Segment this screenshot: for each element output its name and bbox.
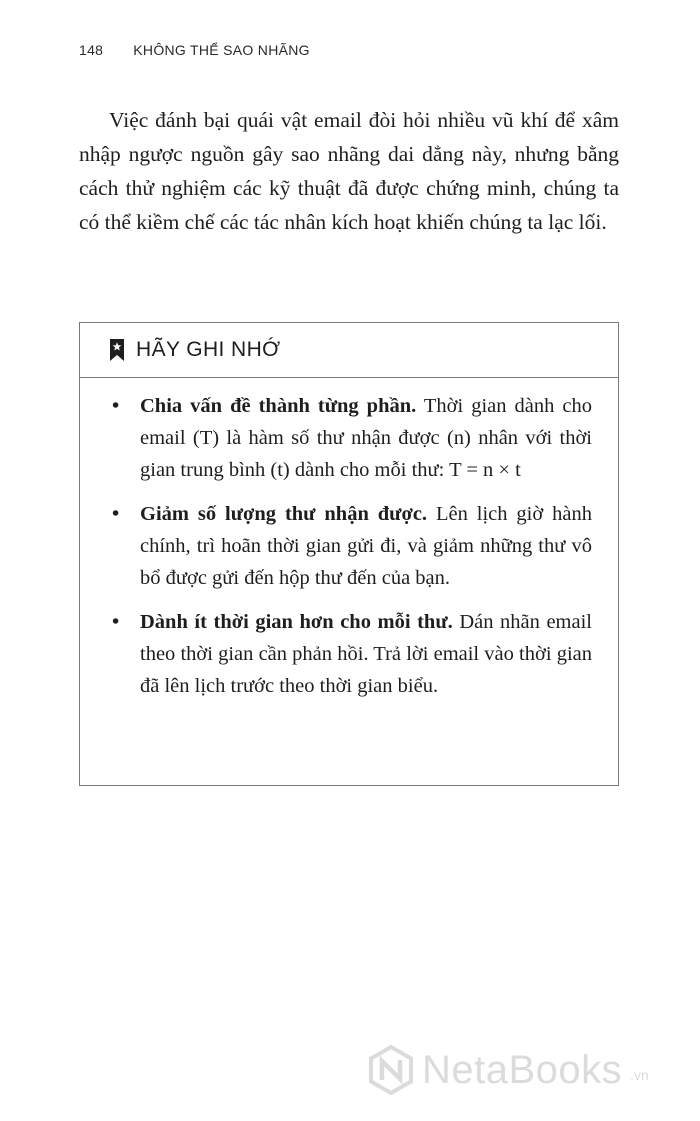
bullet-marker: • (112, 503, 120, 525)
remember-list (80, 378, 618, 702)
list-item (110, 606, 592, 702)
remember-box-header (80, 323, 618, 378)
bullet-text: Dán nhãn email theo thời gian cần phản hồi. Trả lời email vào thời gian đã lên lịch trước theo thời gian biểu. (140, 611, 592, 697)
watermark-brand: NetaBooks (422, 1047, 623, 1092)
page-number: 148 (79, 42, 104, 58)
bullet-lead: Giảm số lượng thư nhận được. (140, 503, 428, 525)
bullet-text: Lên lịch giờ hành chính, trì hoãn thời gian gửi đi, và giảm những thư vô bổ được gửi đến hộp thư đến của bạn. (140, 503, 592, 589)
bullet-marker: • (112, 611, 120, 633)
watermark-suffix: .vn (630, 1067, 649, 1083)
intro-paragraph: Việc đánh bại quái vật email đòi hỏi nhiều vũ khí để xâm nhập ngược nguồn gây sao nhãng dai dẳng này, nhưng bằng cách thử nghiệm các kỹ thuật đã được chứng minh, chúng ta có thể kiềm chế các tác nhân kích hoạt khiến chúng ta lạc lối. (79, 108, 619, 234)
list-item (110, 390, 592, 486)
running-header (79, 42, 310, 58)
list-item (110, 498, 592, 594)
book-title: KHÔNG THỂ SAO NHÃNG (133, 42, 310, 58)
bullet-marker: • (112, 395, 120, 417)
watermark-logo (368, 1045, 649, 1095)
bullet-lead: Chia vấn đề thành từng phần. (140, 395, 417, 417)
bullet-text: Thời gian dành cho email (T) là hàm số thư nhận được (n) nhân với thời gian trung bình (t) dành cho mỗi thư: T = n × t (140, 395, 592, 481)
remember-box (79, 322, 619, 786)
bookmark-star-icon (110, 339, 124, 361)
bullet-lead: Dành ít thời gian hơn cho mỗi thư. (140, 611, 453, 633)
netabooks-logo-icon (368, 1045, 414, 1095)
remember-box-title: HÃY GHI NHỚ (136, 338, 281, 361)
